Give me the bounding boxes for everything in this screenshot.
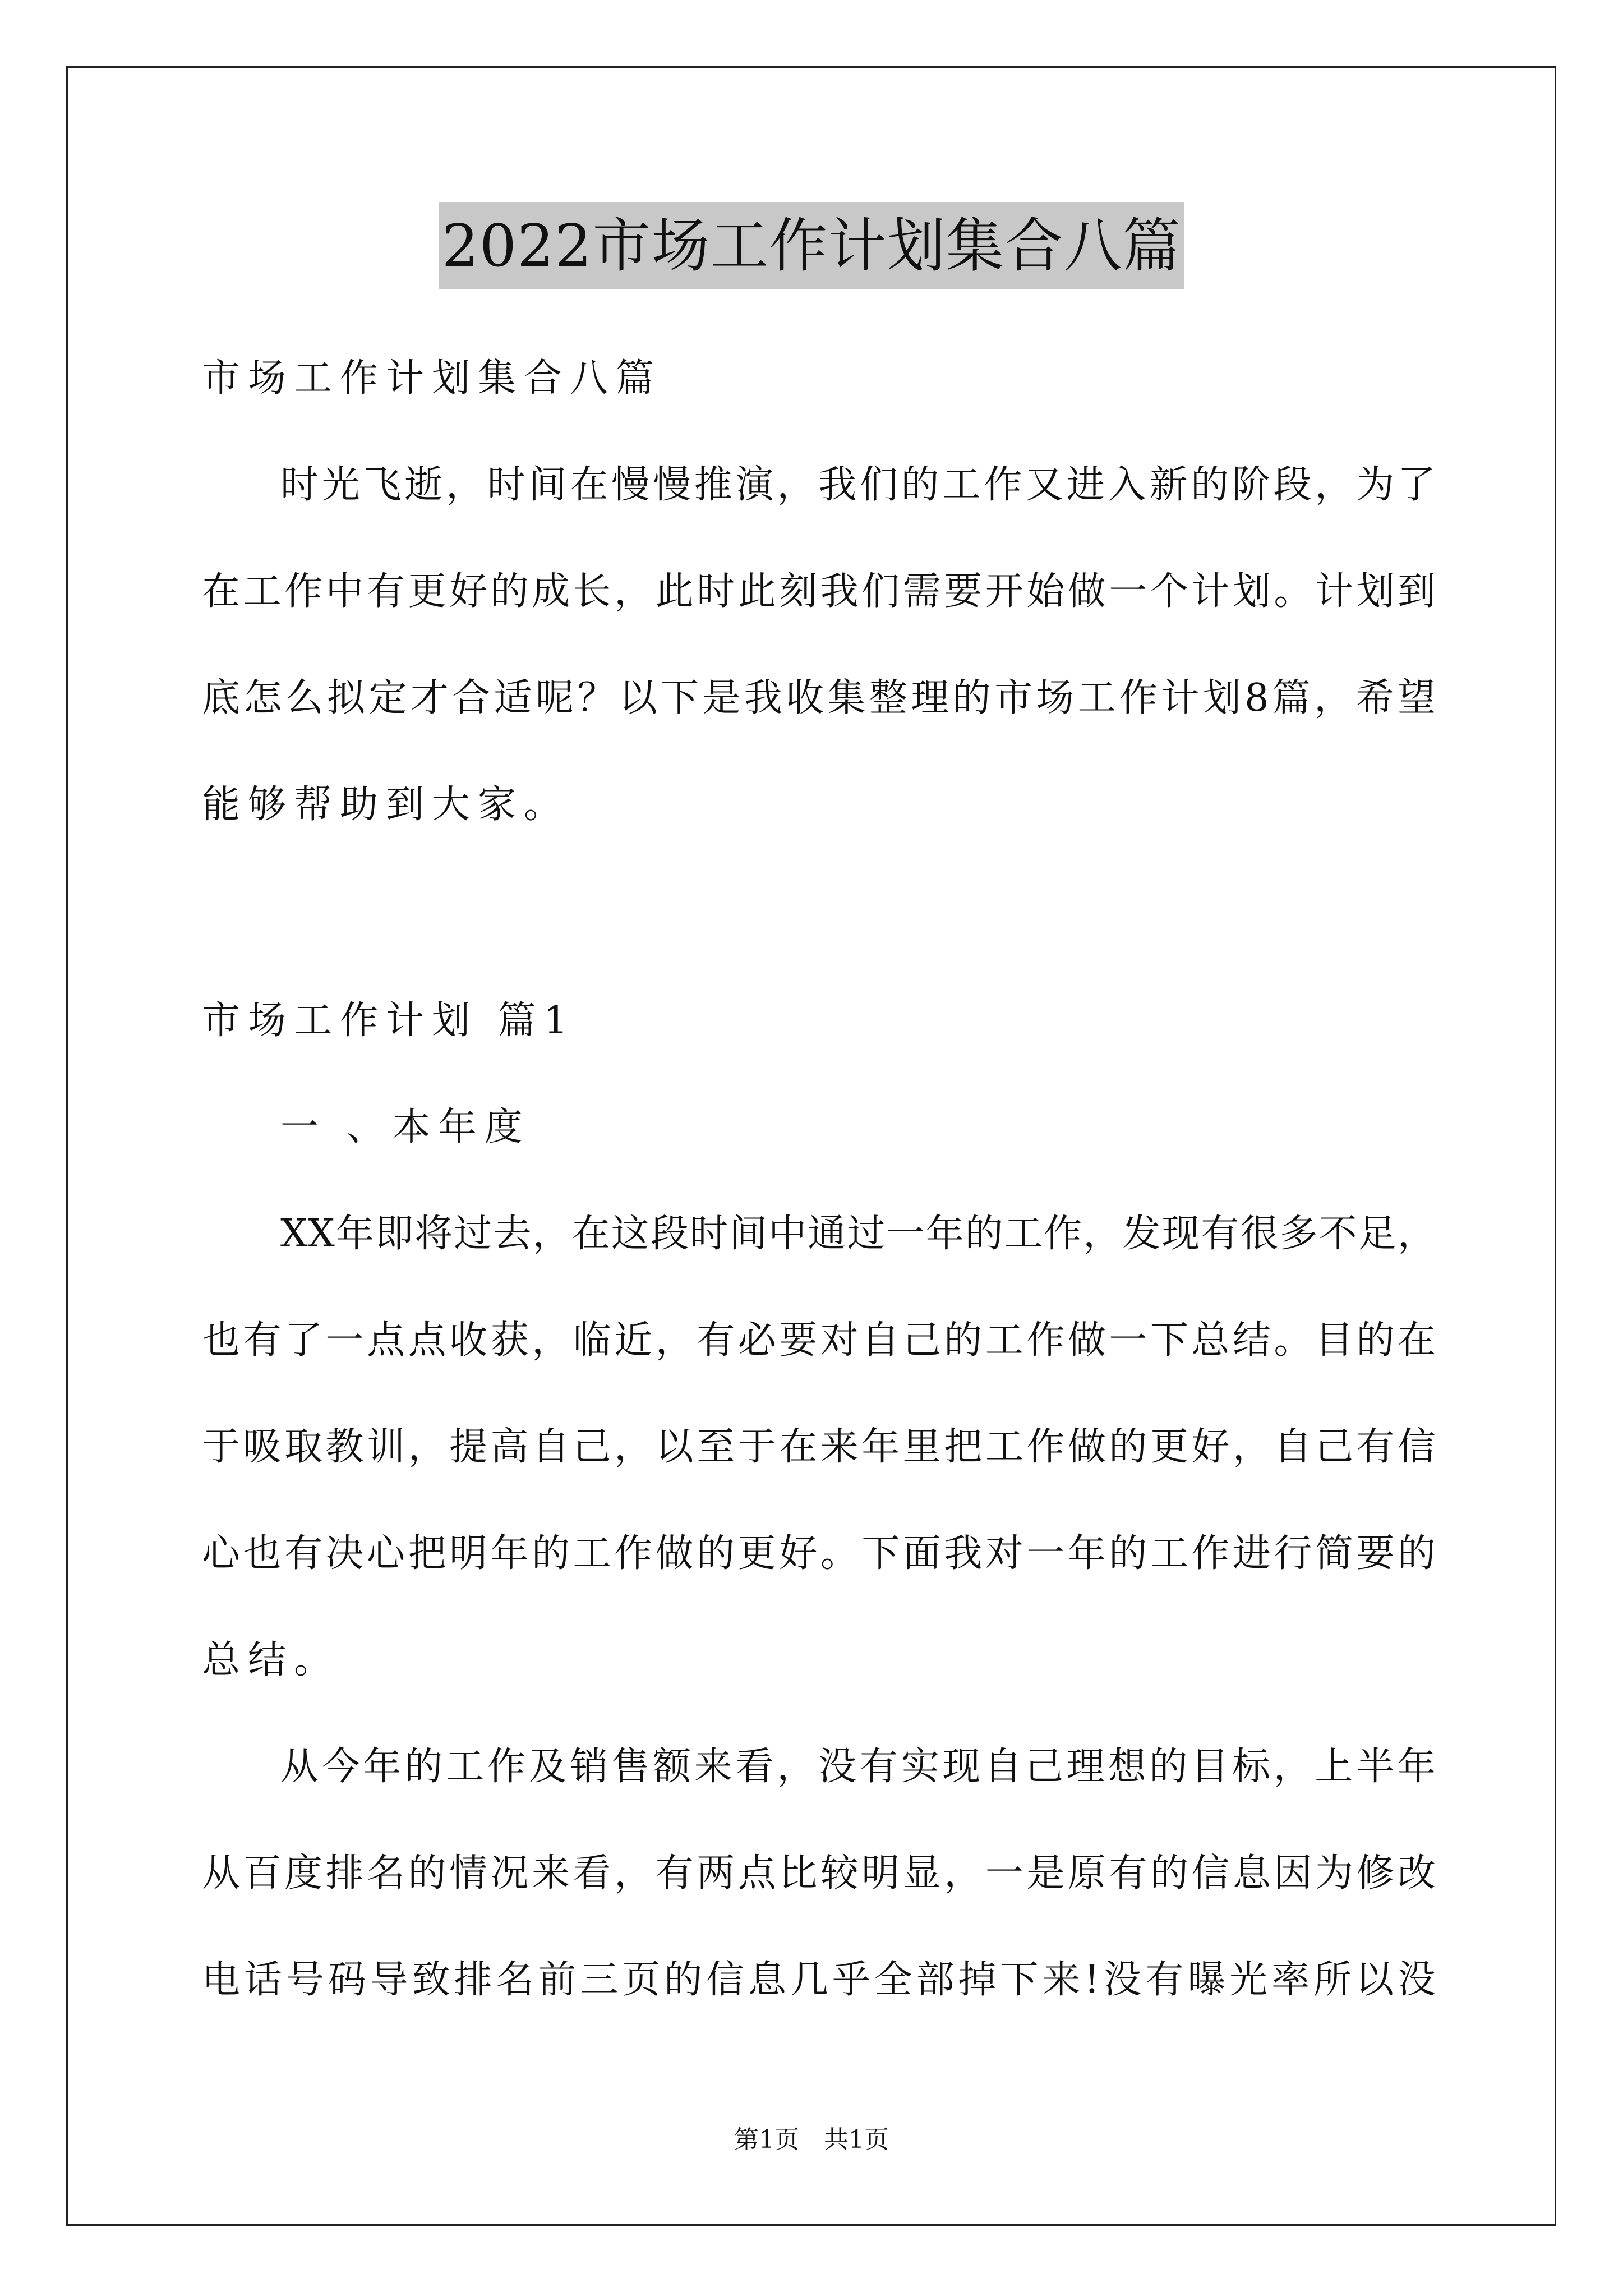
para1-line-3: 于吸取教训，提高自己，以至于在来年里把工作做的更好，自己有信 bbox=[202, 1425, 1436, 1469]
document-subtitle: 市场工作计划集合八篇 bbox=[202, 356, 662, 401]
para2-line-3: 电话号码导致排名前三页的信息几乎全部掉下来!没有曝光率所以没 bbox=[202, 1958, 1436, 2002]
section-heading: 市场工作计划 篇1 bbox=[202, 999, 576, 1043]
sub-heading: 一 、本年度 bbox=[280, 1105, 531, 1149]
intro-line-4: 能够帮助到大家。 bbox=[202, 783, 570, 827]
para1-line-4: 心也有决心把明年的工作做的更好。下面我对一年的工作进行简要的 bbox=[202, 1531, 1436, 1576]
para1-line-5: 总结。 bbox=[202, 1638, 340, 1682]
intro-line-3: 底怎么拟定才合适呢？以下是我收集整理的市场工作计划8篇，希望 bbox=[202, 676, 1436, 720]
para1-line-1: XX年即将过去，在这段时间中通过一年的工作，发现有很多不足， bbox=[280, 1212, 1436, 1256]
para1-line-2: 也有了一点点收获，临近，有必要对自己的工作做一下总结。目的在 bbox=[202, 1318, 1436, 1363]
document-title: 2022市场工作计划集合八篇 bbox=[439, 202, 1185, 289]
intro-line-2: 在工作中有更好的成长，此时此刻我们需要开始做一个计划。计划到 bbox=[202, 569, 1436, 614]
page-number-footer: 第1页 共1页 bbox=[734, 2125, 889, 2154]
title-container bbox=[0, 202, 1623, 289]
para2-line-2: 从百度排名的情况来看，有两点比较明显，一是原有的信息因为修改 bbox=[202, 1851, 1436, 1895]
para2-line-1: 从今年的工作及销售额来看，没有实现自己理想的目标，上半年 bbox=[280, 1745, 1436, 1789]
intro-line-1: 时光飞逝，时间在慢慢推演，我们的工作又进入新的阶段，为了 bbox=[280, 463, 1436, 507]
